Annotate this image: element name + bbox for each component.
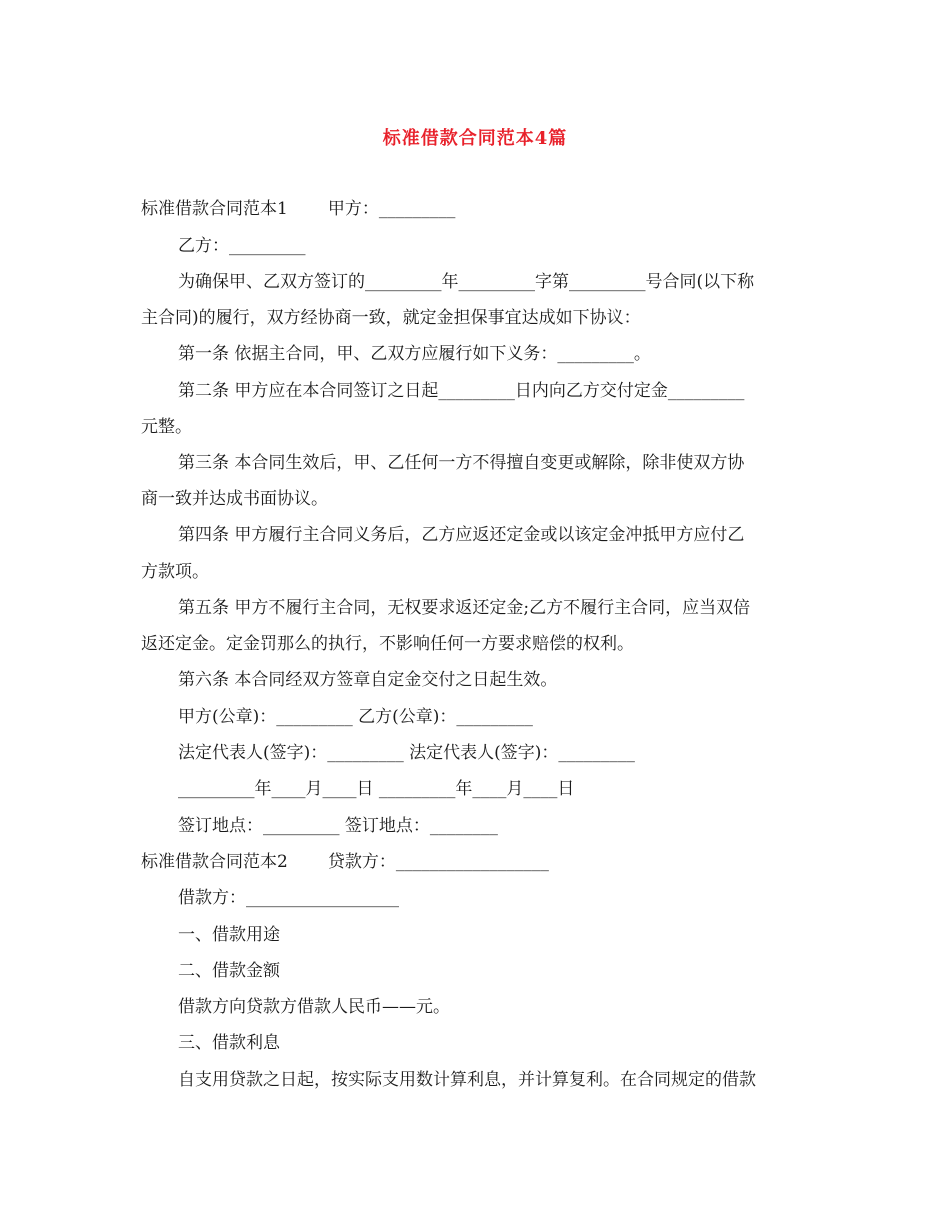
paragraph-line: 元整。	[141, 417, 192, 437]
borrower-field: 借款方：__________________	[178, 888, 399, 908]
paragraph-line: 自支用贷款之日起，按实际支用数计算利息，并计算复利。在合同规定的借款	[178, 1070, 756, 1090]
party-a-field: 甲方：_________	[327, 199, 456, 219]
paragraph-line: 三、借款利息	[178, 1033, 280, 1053]
section-heading-1	[141, 197, 455, 221]
location-line: 签订地点：_________ 签订地点：________	[178, 816, 498, 836]
section-heading-2	[141, 850, 549, 874]
date-line: _________年____月____日 _________年____月____日	[178, 779, 575, 799]
paragraph-line: 返还定金。定金罚那么的执行，不影响任何一方要求赔偿的权利。	[141, 634, 634, 654]
paragraph-line: 乙方：_________	[178, 236, 306, 256]
paragraph-line: 借款方向贷款方借款人民币——元。	[178, 997, 450, 1017]
paragraph-line: 第六条 本合同经双方签章自定金交付之日起生效。	[178, 670, 558, 690]
signature-line: 法定代表人(签字)：_________ 法定代表人(签字)：_________	[178, 743, 635, 763]
lender-field: 贷款方：__________________	[327, 852, 549, 872]
paragraph-line: 第四条 甲方履行主合同义务后，乙方应返还定金或以该定金冲抵甲方应付乙	[178, 525, 745, 545]
paragraph-line: 一、借款用途	[178, 925, 280, 945]
signature-line: 甲方(公章)：_________ 乙方(公章)：_________	[178, 707, 533, 727]
paragraph-line: 第五条 甲方不履行主合同，无权要求返还定金;乙方不履行主合同，应当双倍	[178, 598, 751, 618]
section-heading-2-label: 标准借款合同范本2	[141, 852, 288, 872]
section-heading-1-label: 标准借款合同范本1	[141, 199, 288, 219]
paragraph-line: 二、借款金额	[178, 961, 280, 981]
paragraph-line: 商一致并达成书面协议。	[141, 489, 328, 509]
paragraph-line: 为确保甲、乙双方签订的_________年_________字第_________号合同(以下称	[178, 272, 755, 292]
paragraph-line: 第二条 甲方应在本合同签订之日起_________日内向乙方交付定金_________	[178, 381, 745, 401]
paragraph-line: 主合同)的履行，双方经协商一致，就定金担保事宜达成如下协议：	[141, 308, 641, 328]
paragraph-line: 方款项。	[141, 562, 209, 582]
document-title: 标准借款合同范本4篇	[382, 128, 568, 149]
paragraph-line: 第一条 依据主合同，甲、乙双方应履行如下义务：_________。	[178, 344, 651, 364]
paragraph-line: 第三条 本合同生效后，甲、乙任何一方不得擅自变更或解除，除非使双方协	[178, 453, 745, 473]
